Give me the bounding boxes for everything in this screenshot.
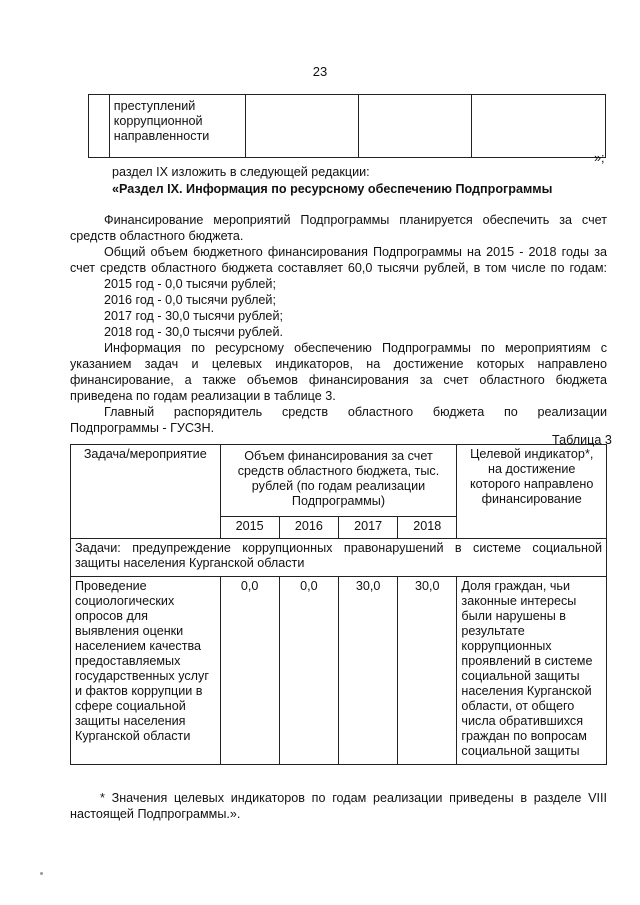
page-number: 23: [312, 64, 328, 79]
year-amount: 2017 год - 30,0 тысячи рублей;: [104, 309, 283, 323]
value-cell: 30,0: [338, 577, 397, 765]
value-cell: 30,0: [398, 577, 457, 765]
header-indicator: Целевой индикатор*, на достижение которого направлено финансирование: [457, 445, 607, 539]
prev-table-cell-empty: [358, 95, 471, 158]
header-finance: Объем финансирования за счет средств областного бюджета, тыс. рублей (по годам реализации Подпрограммы): [220, 445, 457, 517]
value-cell: 0,0: [220, 577, 279, 765]
footnote: * Значения целевых индикаторов по годам реализации приведены в разделе VIII настоящей Подпрограммы.».: [70, 791, 607, 821]
year-header: 2017: [338, 517, 397, 539]
prev-table-cell-empty: [471, 95, 605, 158]
scan-speck: [40, 872, 43, 875]
year-amount: 2016 год - 0,0 тысячи рублей;: [104, 293, 276, 307]
year-header: 2018: [398, 517, 457, 539]
year-header: 2016: [279, 517, 338, 539]
prev-table-cell-empty: [246, 95, 359, 158]
paragraph-line: счет средств областного бюджета составляет 60,0 тысячи рублей, в том числе по годам:: [70, 261, 607, 275]
paragraph-line: средств областного бюджета.: [70, 229, 244, 243]
closing-quote: »;: [594, 151, 605, 165]
paragraph-line: финансирование, а также объемов финансирования за счет областного бюджета: [70, 373, 607, 387]
year-amount: 2018 год - 30,0 тысячи рублей.: [104, 325, 283, 339]
paragraph-line: Информация по ресурсному обеспечению Подпрограммы по мероприятиям с: [104, 341, 607, 355]
paragraph-line: указанием задач и целевых индикаторов, на достижение которых направлено: [70, 357, 607, 371]
activity-cell: Проведение социологических опросов для выявления оценки населением качества предоставляемых государственных услуг и фактов коррупции в сфере социальной защиты населения Курганской области: [71, 577, 221, 765]
paragraph-line: Финансирование мероприятий Подпрограммы планируется обеспечить за счет: [104, 213, 607, 227]
paragraph-line: приведена по годам реализации в таблице 3.: [70, 389, 336, 403]
paragraph-line: Главный распорядитель средств областного бюджета по реализации: [104, 405, 607, 419]
year-header: 2015: [220, 517, 279, 539]
resource-table: [70, 444, 607, 765]
previous-table-fragment: [88, 94, 606, 158]
prev-table-cell-empty: [89, 95, 110, 158]
prev-table-cell-text: [109, 95, 245, 158]
prev-table-line: преступлений: [113, 99, 196, 113]
instruction-text: раздел IX изложить в следующей редакции:: [112, 165, 370, 179]
table-caption: Таблица 3: [552, 433, 612, 447]
prev-table-line: коррупционной: [113, 114, 203, 128]
paragraph-line: Общий объем бюджетного финансирования Подпрограммы на 2015 - 2018 годы за: [104, 245, 607, 259]
indicator-cell: Доля граждан, чьи законные интересы были нарушены в результате коррупционных проявлений в системе социальной защиты населения Курганской области, от общего числа обратившихся граждан по вопросам социальной защиты: [457, 577, 607, 765]
section-title: «Раздел IX. Информация по ресурсному обеспечению Подпрограммы: [112, 182, 553, 196]
paragraph-line: Подпрограммы - ГУСЗН.: [70, 421, 215, 435]
year-amount: 2015 год - 0,0 тысячи рублей;: [104, 277, 276, 291]
header-task: Задача/мероприятие: [71, 445, 221, 539]
task-row: Задачи: предупреждение коррупционных правонарушений в системе социальной защиты населения Курганской области: [71, 539, 607, 577]
prev-table-line: направленности: [113, 129, 210, 143]
value-cell: 0,0: [279, 577, 338, 765]
